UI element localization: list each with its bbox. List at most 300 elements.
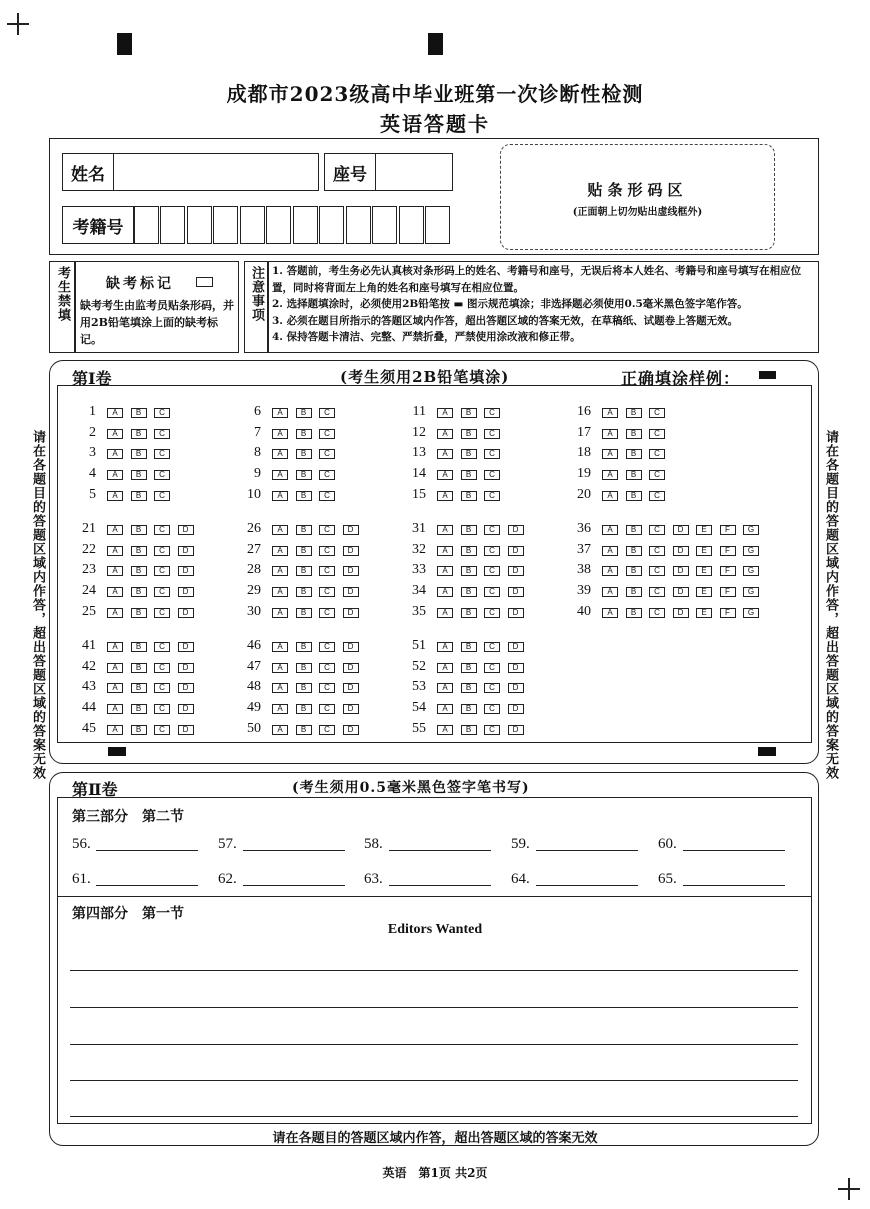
question-number: 4: [89, 466, 96, 482]
answer-bubble-c[interactable]: C: [649, 429, 665, 439]
answer-bubble-b[interactable]: B: [461, 683, 477, 693]
answer-bubble-d[interactable]: D: [508, 704, 524, 714]
blank-line[interactable]: [96, 885, 198, 886]
answer-bubble-a[interactable]: A: [107, 491, 123, 501]
blank-line[interactable]: [243, 885, 345, 886]
answer-bubble-b[interactable]: B: [131, 408, 147, 418]
answer-bubble-b[interactable]: B: [461, 491, 477, 501]
writing-line[interactable]: [70, 970, 798, 971]
name-field[interactable]: [113, 153, 319, 191]
question-number: 44: [82, 700, 96, 716]
question-number: 8: [254, 445, 261, 461]
answer-bubble-b[interactable]: B: [626, 491, 642, 501]
part2-instruction: (考生须用0.5毫米黑色签字笔书写): [292, 780, 530, 796]
answer-bubble-d[interactable]: D: [178, 525, 194, 535]
answer-bubble-d[interactable]: D: [508, 546, 524, 556]
answer-bubble-c[interactable]: C: [484, 683, 500, 693]
answer-bubble-a[interactable]: A: [272, 683, 288, 693]
question-number: 29: [247, 583, 261, 599]
answer-bubble-b[interactable]: B: [296, 470, 312, 480]
answer-bubble-c[interactable]: C: [649, 525, 665, 535]
answer-bubble-b[interactable]: B: [461, 408, 477, 418]
answer-bubble-f[interactable]: F: [720, 525, 736, 535]
answer-bubble-a[interactable]: A: [437, 491, 453, 501]
answer-bubble-e[interactable]: E: [696, 566, 712, 576]
question-number: 11: [412, 404, 426, 419]
exam-id-cell[interactable]: [160, 206, 185, 244]
page-title: 成都市2023级高中毕业班第一次诊断性检测: [226, 82, 644, 106]
answer-bubble-c[interactable]: C: [319, 429, 335, 439]
question-number: 31: [412, 521, 426, 536]
answer-bubble-b[interactable]: B: [296, 587, 312, 597]
exam-id-cell[interactable]: [293, 206, 318, 244]
answer-bubble-b[interactable]: B: [296, 429, 312, 439]
answer-bubble-c[interactable]: C: [154, 725, 170, 735]
absent-mark-box[interactable]: [196, 277, 213, 287]
answer-bubble-b[interactable]: B: [296, 608, 312, 618]
answer-bubble-d[interactable]: D: [343, 683, 359, 693]
answer-bubble-b[interactable]: B: [296, 449, 312, 459]
exam-id-cell[interactable]: [187, 206, 212, 244]
answer-bubble-d[interactable]: D: [178, 642, 194, 652]
answer-bubble-b[interactable]: B: [296, 408, 312, 418]
answer-bubble-a[interactable]: A: [107, 683, 123, 693]
blank-line[interactable]: [243, 850, 345, 851]
answer-bubble-a[interactable]: A: [272, 429, 288, 439]
absent-side-label: 考生禁填: [55, 266, 70, 322]
question-number: 52: [412, 658, 426, 674]
answer-bubble-c[interactable]: C: [154, 642, 170, 652]
answer-bubble-b[interactable]: B: [296, 663, 312, 673]
answer-bubble-c[interactable]: C: [154, 408, 170, 418]
answer-bubble-a[interactable]: A: [107, 566, 123, 576]
answer-bubble-c[interactable]: C: [484, 587, 500, 597]
exam-id-cell[interactable]: [346, 206, 371, 244]
answer-bubble-c[interactable]: C: [484, 449, 500, 459]
answer-bubble-b[interactable]: B: [626, 449, 642, 459]
answer-bubble-c[interactable]: C: [319, 642, 335, 652]
answer-bubble-c[interactable]: C: [484, 429, 500, 439]
answer-bubble-b[interactable]: B: [296, 566, 312, 576]
answer-bubble-c[interactable]: C: [649, 491, 665, 501]
answer-bubble-a[interactable]: A: [272, 470, 288, 480]
answer-bubble-d[interactable]: D: [508, 608, 524, 618]
answer-bubble-d[interactable]: D: [673, 546, 689, 556]
answer-bubble-a[interactable]: A: [602, 429, 618, 439]
exam-id-cell[interactable]: [425, 206, 450, 244]
note-item: 3. 必须在题目所指示的答题区域内作答，超出答题区域的答案无效，在草稿纸、试题卷上答题无效。: [272, 314, 739, 327]
answer-bubble-a[interactable]: A: [602, 566, 618, 576]
blank-line[interactable]: [536, 850, 638, 851]
answer-bubble-a[interactable]: A: [272, 525, 288, 535]
answer-bubble-a[interactable]: A: [107, 725, 123, 735]
answer-bubble-c[interactable]: C: [154, 683, 170, 693]
answer-bubble-b[interactable]: B: [461, 663, 477, 673]
answer-bubble-c[interactable]: C: [649, 470, 665, 480]
answer-bubble-f[interactable]: F: [720, 608, 736, 618]
answer-bubble-c[interactable]: C: [154, 608, 170, 618]
answer-bubble-c[interactable]: C: [649, 566, 665, 576]
barcode-title: 贴条形码区: [587, 181, 688, 199]
answer-bubble-c[interactable]: C: [319, 408, 335, 418]
answer-bubble-b[interactable]: B: [131, 587, 147, 597]
part1-instruction: (考生须用2B铅笔填涂): [340, 368, 510, 386]
answer-bubble-b[interactable]: B: [461, 608, 477, 618]
answer-bubble-b[interactable]: B: [131, 663, 147, 673]
writing-line[interactable]: [70, 1007, 798, 1008]
answer-bubble-b[interactable]: B: [131, 725, 147, 735]
answer-bubble-c[interactable]: C: [154, 470, 170, 480]
answer-bubble-d[interactable]: D: [343, 704, 359, 714]
question-number: 22: [82, 541, 96, 557]
part2-title: 第Ⅱ卷: [72, 780, 118, 799]
answer-bubble-b[interactable]: B: [461, 642, 477, 652]
exam-id-cell[interactable]: [319, 206, 344, 244]
answer-bubble-a[interactable]: A: [107, 663, 123, 673]
answer-bubble-a[interactable]: A: [437, 587, 453, 597]
answer-bubble-a[interactable]: A: [272, 408, 288, 418]
answer-bubble-g[interactable]: G: [743, 525, 759, 535]
answer-bubble-d[interactable]: D: [673, 608, 689, 618]
answer-bubble-a[interactable]: A: [602, 491, 618, 501]
answer-bubble-b[interactable]: B: [461, 725, 477, 735]
answer-bubble-b[interactable]: B: [461, 429, 477, 439]
answer-bubble-c[interactable]: C: [319, 725, 335, 735]
answer-bubble-a[interactable]: A: [437, 642, 453, 652]
question-number: 55: [412, 720, 426, 736]
answer-bubble-c[interactable]: C: [484, 642, 500, 652]
part1-inner-frame: [57, 385, 812, 743]
answer-bubble-a[interactable]: A: [272, 449, 288, 459]
answer-bubble-a[interactable]: A: [272, 663, 288, 673]
blank-label: 64.: [511, 871, 530, 887]
answer-bubble-d[interactable]: D: [178, 608, 194, 618]
answer-bubble-c[interactable]: C: [319, 587, 335, 597]
answer-bubble-c[interactable]: C: [319, 546, 335, 556]
answer-bubble-g[interactable]: G: [743, 546, 759, 556]
answer-bubble-c[interactable]: C: [484, 470, 500, 480]
answer-bubble-e[interactable]: E: [696, 608, 712, 618]
absent-description: 缺考考生由监考员贴条形码，并用2B铅笔填涂上面的缺考标记。: [80, 299, 234, 346]
question-number: 18: [577, 445, 591, 461]
question-number: 34: [412, 583, 426, 599]
question-number: 10: [247, 486, 261, 502]
answer-bubble-a[interactable]: A: [437, 449, 453, 459]
answer-bubble-d[interactable]: D: [178, 546, 194, 556]
answer-bubble-a[interactable]: A: [272, 642, 288, 652]
answer-bubble-b[interactable]: B: [296, 642, 312, 652]
note-item: 4. 保持答题卡清洁、完整、严禁折叠，严禁使用涂改液和修正带。: [272, 331, 581, 343]
answer-bubble-a[interactable]: A: [437, 663, 453, 673]
answer-bubble-a[interactable]: A: [107, 642, 123, 652]
answer-bubble-b[interactable]: B: [131, 470, 147, 480]
writing-line[interactable]: [70, 1044, 798, 1045]
exam-id-cell[interactable]: [372, 206, 397, 244]
answer-bubble-d[interactable]: D: [673, 587, 689, 597]
answer-bubble-a[interactable]: A: [437, 525, 453, 535]
answer-bubble-a[interactable]: A: [602, 449, 618, 459]
answer-bubble-b[interactable]: B: [296, 683, 312, 693]
answer-bubble-c[interactable]: C: [319, 608, 335, 618]
answer-bubble-a[interactable]: A: [437, 566, 453, 576]
bottom-warning: 请在各题目的答题区域内作答，超出答题区域的答案无效: [272, 1131, 598, 1146]
answer-bubble-a[interactable]: A: [437, 704, 453, 714]
blank-line[interactable]: [683, 850, 785, 851]
blank-line[interactable]: [96, 850, 198, 851]
answer-bubble-e[interactable]: E: [696, 546, 712, 556]
answer-bubble-d[interactable]: D: [343, 566, 359, 576]
answer-bubble-b[interactable]: B: [296, 725, 312, 735]
side-warning-right: 请在各题目的答题区域内作答，超出答题区域的答案无效: [823, 430, 838, 780]
answer-bubble-a[interactable]: A: [272, 546, 288, 556]
answer-bubble-a[interactable]: A: [107, 704, 123, 714]
exam-id-cell[interactable]: [134, 206, 159, 244]
answer-bubble-b[interactable]: B: [461, 470, 477, 480]
answer-bubble-c[interactable]: C: [154, 491, 170, 501]
sample-filled-mark: [759, 371, 776, 379]
answer-bubble-g[interactable]: G: [743, 566, 759, 576]
answer-bubble-c[interactable]: C: [649, 608, 665, 618]
answer-bubble-b[interactable]: B: [131, 642, 147, 652]
answer-bubble-a[interactable]: A: [272, 608, 288, 618]
blank-line[interactable]: [536, 885, 638, 886]
answer-bubble-a[interactable]: A: [437, 546, 453, 556]
answer-bubble-b[interactable]: B: [461, 704, 477, 714]
answer-bubble-a[interactable]: A: [437, 429, 453, 439]
answer-bubble-a[interactable]: A: [272, 725, 288, 735]
answer-bubble-c[interactable]: C: [319, 525, 335, 535]
question-number: 41: [82, 638, 96, 653]
writing-line[interactable]: [70, 1080, 798, 1081]
answer-bubble-c[interactable]: C: [319, 704, 335, 714]
question-number: 3: [89, 445, 96, 461]
answer-bubble-f[interactable]: F: [720, 546, 736, 556]
answer-bubble-a[interactable]: A: [107, 608, 123, 618]
question-number: 15: [412, 486, 426, 502]
blank-label: 63.: [364, 871, 383, 887]
answer-bubble-d[interactable]: D: [178, 663, 194, 673]
question-number: 32: [412, 541, 426, 557]
seat-label: 座号: [324, 153, 376, 191]
answer-bubble-c[interactable]: C: [154, 587, 170, 597]
answer-bubble-a[interactable]: A: [602, 546, 618, 556]
question-number: 47: [247, 658, 261, 674]
exam-id-cell[interactable]: [266, 206, 291, 244]
answer-bubble-d[interactable]: D: [343, 663, 359, 673]
answer-bubble-d[interactable]: D: [673, 566, 689, 576]
answer-bubble-a[interactable]: A: [272, 587, 288, 597]
answer-bubble-c[interactable]: C: [319, 470, 335, 480]
notes-side-divider: [267, 261, 269, 353]
answer-bubble-e[interactable]: E: [696, 525, 712, 535]
answer-bubble-c[interactable]: C: [154, 449, 170, 459]
answer-bubble-b[interactable]: B: [461, 587, 477, 597]
answer-bubble-a[interactable]: A: [602, 470, 618, 480]
answer-bubble-c[interactable]: C: [154, 704, 170, 714]
blank-line[interactable]: [683, 885, 785, 886]
answer-bubble-a[interactable]: A: [602, 525, 618, 535]
answer-bubble-a[interactable]: A: [107, 546, 123, 556]
answer-bubble-c[interactable]: C: [484, 546, 500, 556]
exam-id-cell[interactable]: [213, 206, 238, 244]
answer-bubble-d[interactable]: D: [343, 642, 359, 652]
answer-bubble-b[interactable]: B: [296, 525, 312, 535]
page-subtitle: 英语答题卡: [380, 112, 490, 136]
answer-bubble-b[interactable]: B: [131, 429, 147, 439]
barcode-area: [500, 144, 775, 250]
answer-bubble-d[interactable]: D: [343, 525, 359, 535]
answer-bubble-c[interactable]: C: [319, 566, 335, 576]
answer-bubble-g[interactable]: G: [743, 587, 759, 597]
question-number: 54: [412, 700, 426, 716]
answer-bubble-d[interactable]: D: [178, 683, 194, 693]
writing-line[interactable]: [70, 1116, 798, 1117]
answer-bubble-c[interactable]: C: [484, 566, 500, 576]
answer-bubble-a[interactable]: A: [437, 470, 453, 480]
answer-bubble-a[interactable]: A: [272, 704, 288, 714]
answer-bubble-d[interactable]: D: [178, 704, 194, 714]
exam-id-cell[interactable]: [240, 206, 265, 244]
registration-mark-top-left: [7, 13, 29, 35]
answer-bubble-c[interactable]: C: [649, 408, 665, 418]
answer-bubble-a[interactable]: A: [437, 725, 453, 735]
answer-bubble-a[interactable]: A: [107, 470, 123, 480]
seat-field[interactable]: [375, 153, 453, 191]
answer-bubble-g[interactable]: G: [743, 608, 759, 618]
absent-mark-label: 缺考标记: [106, 276, 174, 292]
answer-bubble-c[interactable]: C: [649, 546, 665, 556]
answer-bubble-a[interactable]: A: [437, 608, 453, 618]
question-number: 38: [577, 562, 591, 578]
answer-bubble-b[interactable]: B: [461, 566, 477, 576]
answer-bubble-e[interactable]: E: [696, 587, 712, 597]
answer-bubble-b[interactable]: B: [131, 525, 147, 535]
answer-bubble-d[interactable]: D: [508, 566, 524, 576]
question-number: 25: [82, 603, 96, 619]
answer-bubble-b[interactable]: B: [131, 683, 147, 693]
answer-bubble-b[interactable]: B: [296, 704, 312, 714]
answer-bubble-c[interactable]: C: [319, 491, 335, 501]
answer-bubble-d[interactable]: D: [508, 725, 524, 735]
answer-bubble-a[interactable]: A: [107, 449, 123, 459]
answer-bubble-a[interactable]: A: [437, 408, 453, 418]
answer-bubble-a[interactable]: A: [437, 683, 453, 693]
answer-bubble-b[interactable]: B: [626, 525, 642, 535]
answer-bubble-f[interactable]: F: [720, 587, 736, 597]
timing-mark-top-left: [117, 33, 132, 55]
answer-bubble-b[interactable]: B: [626, 608, 642, 618]
answer-bubble-d[interactable]: D: [343, 546, 359, 556]
timing-mark-top-right: [428, 33, 443, 55]
sample-label: 正确填涂样例：: [621, 369, 741, 388]
answer-bubble-b[interactable]: B: [296, 546, 312, 556]
answer-bubble-b[interactable]: B: [461, 449, 477, 459]
answer-bubble-d[interactable]: D: [508, 663, 524, 673]
answer-bubble-b[interactable]: B: [131, 704, 147, 714]
question-number: 35: [412, 603, 426, 619]
answer-bubble-c[interactable]: C: [649, 587, 665, 597]
answer-bubble-d[interactable]: D: [673, 525, 689, 535]
notes-list: [272, 263, 817, 346]
answer-bubble-c[interactable]: C: [484, 408, 500, 418]
answer-bubble-a[interactable]: A: [107, 408, 123, 418]
answer-bubble-c[interactable]: C: [484, 725, 500, 735]
answer-bubble-a[interactable]: A: [107, 525, 123, 535]
answer-bubble-b[interactable]: B: [131, 546, 147, 556]
answer-bubble-b[interactable]: B: [626, 429, 642, 439]
timing-mark-bottom-right: [758, 747, 776, 756]
answer-bubble-b[interactable]: B: [626, 546, 642, 556]
answer-bubble-b[interactable]: B: [131, 449, 147, 459]
answer-bubble-a[interactable]: A: [272, 491, 288, 501]
answer-bubble-f[interactable]: F: [720, 566, 736, 576]
answer-bubble-c[interactable]: C: [154, 566, 170, 576]
answer-bubble-c[interactable]: C: [154, 429, 170, 439]
answer-bubble-b[interactable]: B: [626, 408, 642, 418]
answer-bubble-b[interactable]: B: [626, 470, 642, 480]
answer-bubble-b[interactable]: B: [131, 608, 147, 618]
blank-line[interactable]: [389, 850, 491, 851]
answer-bubble-b[interactable]: B: [461, 525, 477, 535]
answer-bubble-b[interactable]: B: [626, 587, 642, 597]
answer-bubble-c[interactable]: C: [484, 525, 500, 535]
answer-bubble-c[interactable]: C: [319, 663, 335, 673]
question-number: 16: [577, 404, 591, 419]
answer-bubble-c[interactable]: C: [154, 525, 170, 535]
answer-bubble-d[interactable]: D: [343, 725, 359, 735]
essay-title: Editors Wanted: [387, 922, 483, 937]
answer-bubble-c[interactable]: C: [484, 491, 500, 501]
answer-bubble-d[interactable]: D: [508, 642, 524, 652]
answer-bubble-b[interactable]: B: [131, 566, 147, 576]
answer-bubble-a[interactable]: A: [602, 408, 618, 418]
answer-bubble-c[interactable]: C: [319, 683, 335, 693]
answer-bubble-d[interactable]: D: [343, 608, 359, 618]
answer-bubble-d[interactable]: D: [508, 683, 524, 693]
page-footer: 英语 第1页 共2页: [382, 1166, 488, 1180]
answer-bubble-c[interactable]: C: [484, 704, 500, 714]
answer-bubble-a[interactable]: A: [107, 429, 123, 439]
answer-bubble-d[interactable]: D: [343, 587, 359, 597]
answer-bubble-a[interactable]: A: [107, 587, 123, 597]
answer-bubble-c[interactable]: C: [484, 608, 500, 618]
answer-bubble-c[interactable]: C: [154, 663, 170, 673]
answer-bubble-b[interactable]: B: [461, 546, 477, 556]
answer-bubble-c[interactable]: C: [649, 449, 665, 459]
answer-bubble-c[interactable]: C: [154, 546, 170, 556]
answer-bubble-c[interactable]: C: [319, 449, 335, 459]
answer-bubble-b[interactable]: B: [131, 491, 147, 501]
answer-bubble-b[interactable]: B: [626, 566, 642, 576]
answer-bubble-d[interactable]: D: [178, 566, 194, 576]
answer-bubble-a[interactable]: A: [602, 608, 618, 618]
answer-bubble-a[interactable]: A: [602, 587, 618, 597]
answer-bubble-b[interactable]: B: [296, 491, 312, 501]
exam-id-cell[interactable]: [399, 206, 424, 244]
question-number: 49: [247, 700, 261, 716]
answer-bubble-d[interactable]: D: [508, 525, 524, 535]
answer-bubble-a[interactable]: A: [272, 566, 288, 576]
answer-bubble-c[interactable]: C: [484, 663, 500, 673]
answer-bubble-d[interactable]: D: [508, 587, 524, 597]
blank-label: 56.: [72, 836, 91, 852]
question-number: 51: [412, 638, 426, 653]
question-number: 9: [254, 466, 261, 482]
answer-bubble-d[interactable]: D: [178, 587, 194, 597]
blank-line[interactable]: [389, 885, 491, 886]
answer-bubble-d[interactable]: D: [178, 725, 194, 735]
blank-label: 57.: [218, 836, 237, 852]
